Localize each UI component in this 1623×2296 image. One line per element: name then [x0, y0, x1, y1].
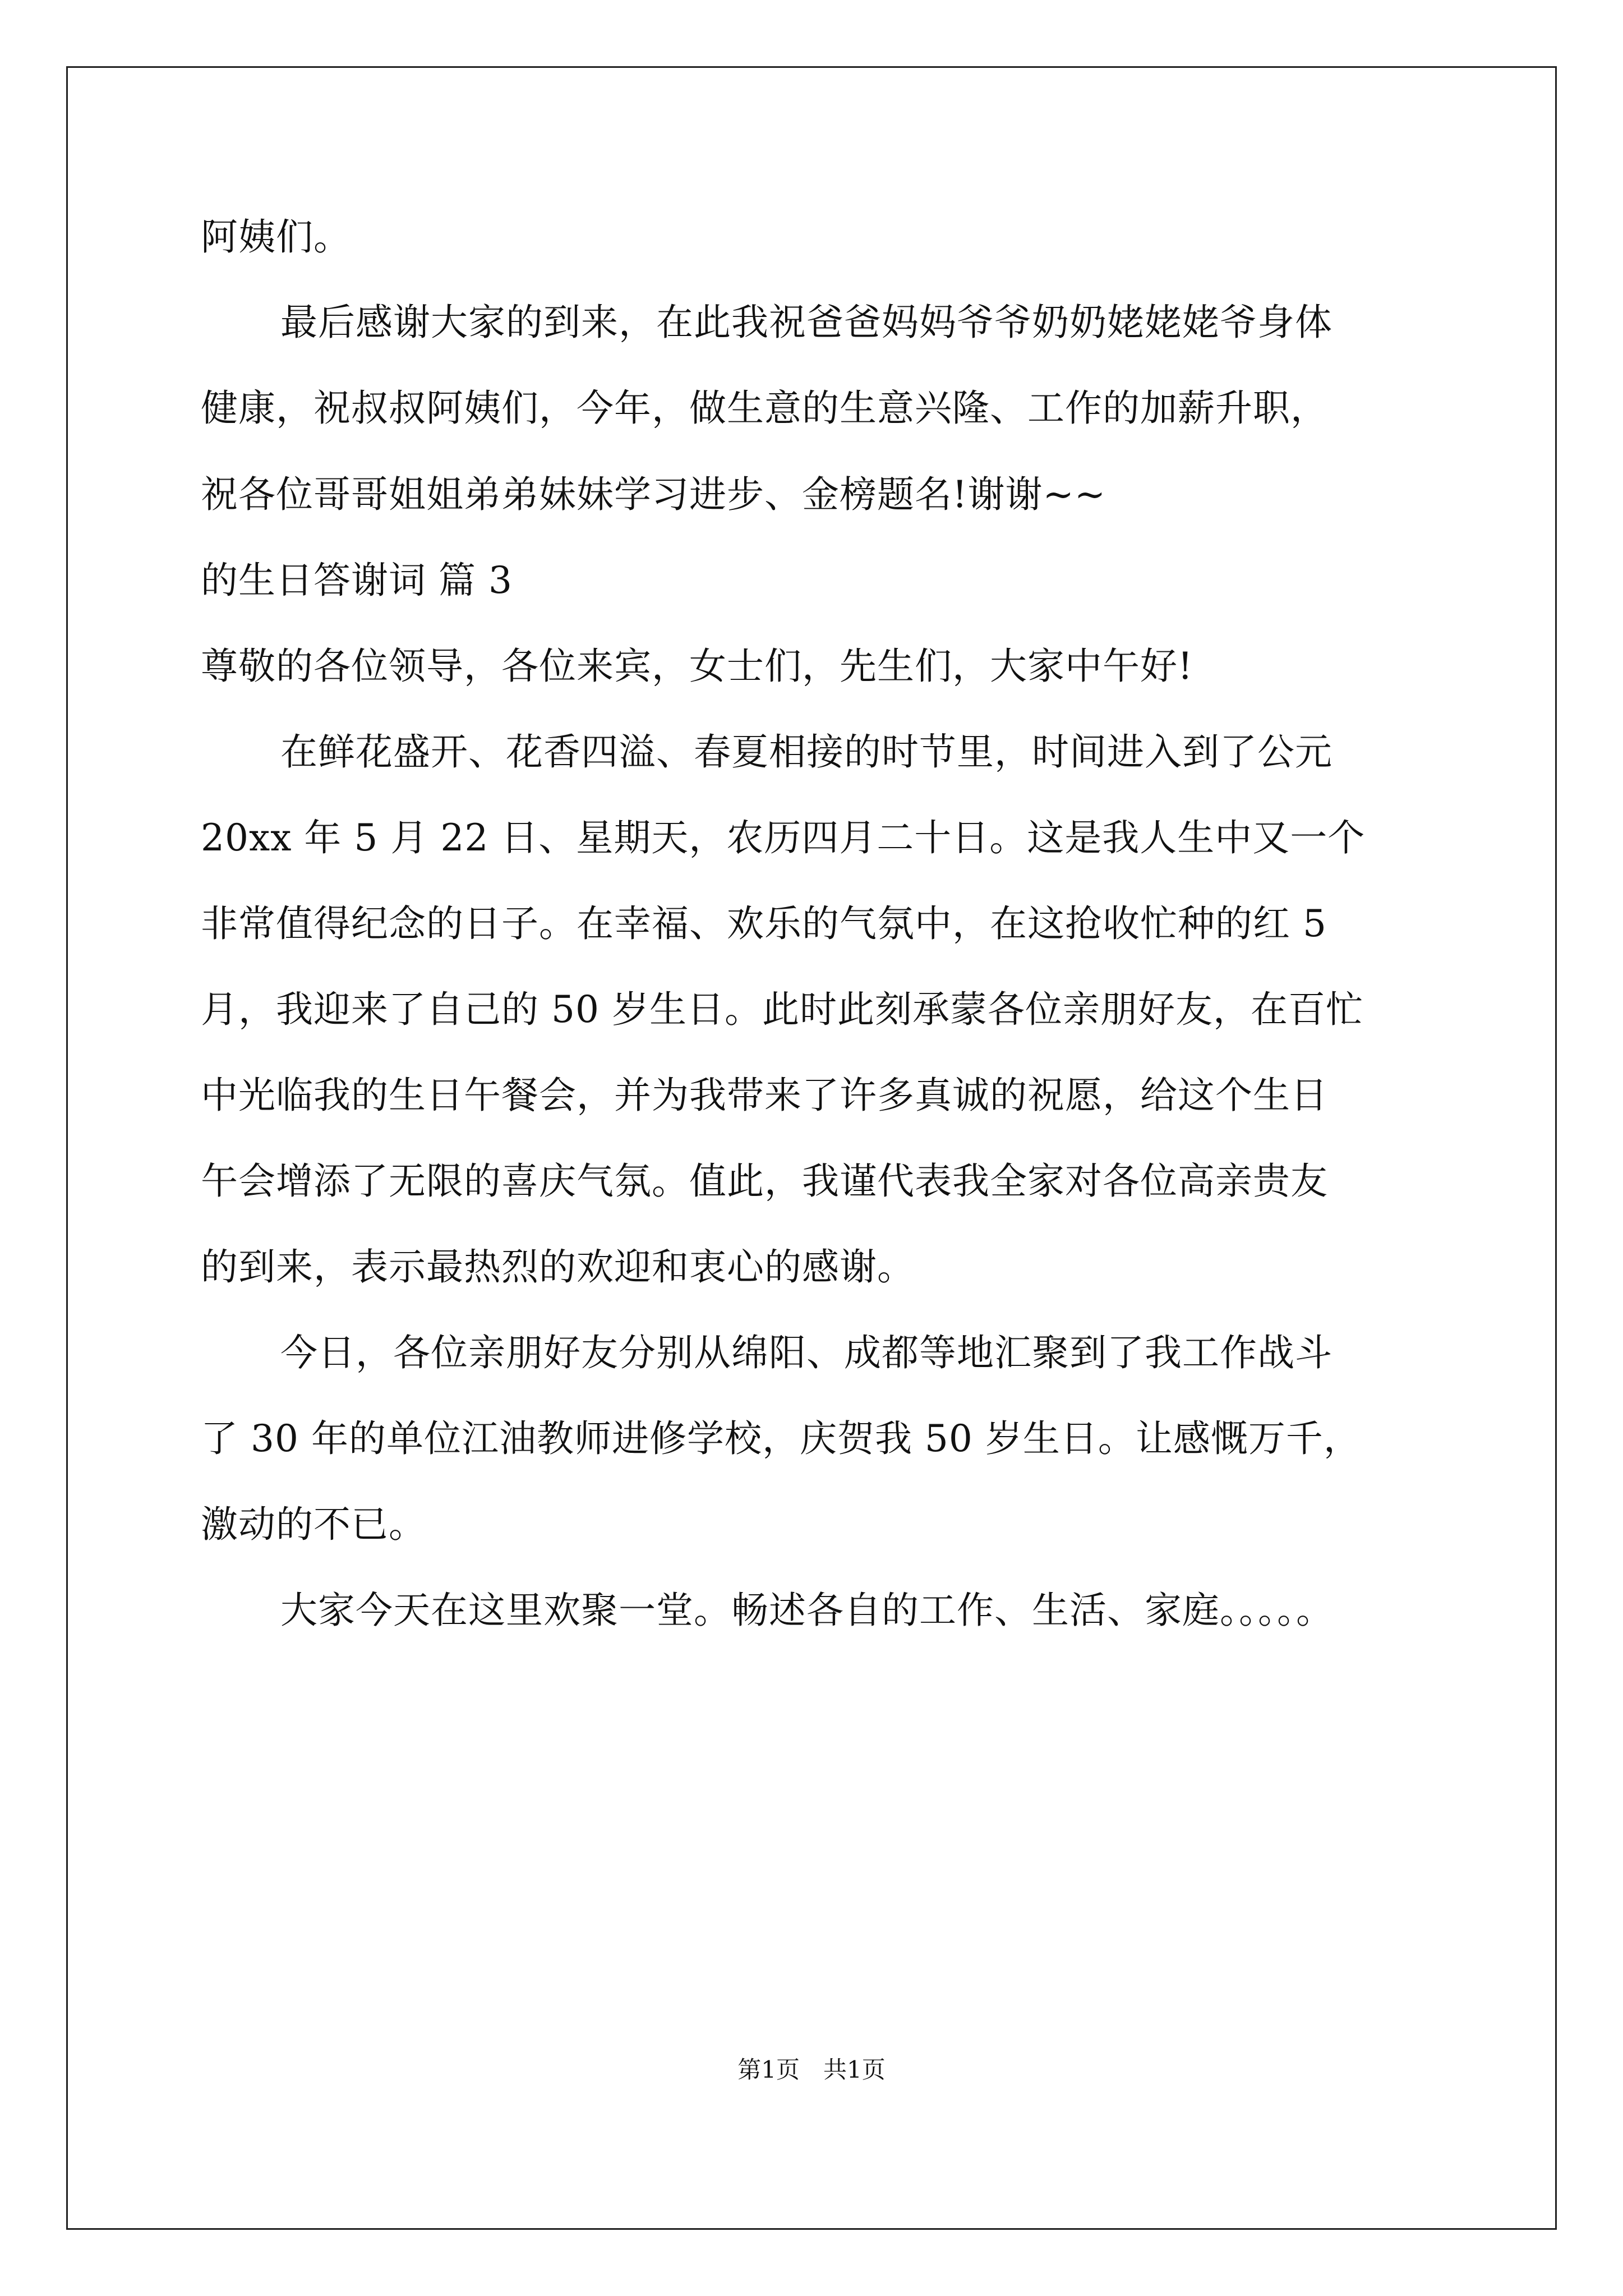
text-line: 祝各位哥哥姐姐弟弟妹妹学习进步、金榜题名!谢谢~~: [201, 473, 1106, 516]
text-line: 激动的不已。: [201, 1503, 426, 1546]
text-line: 阿姨们。: [201, 215, 351, 259]
salutation: 尊敬的各位领导，各位来宾，女士们，先生们，大家中午好!: [201, 645, 1193, 688]
text-line: 非常值得纪念的日子。在幸福、欢乐的气氛中，在这抢收忙种的红 5: [201, 902, 1327, 945]
text-line: 午会增添了无限的喜庆气氛。值此，我谨代表我全家对各位高亲贵友: [201, 1159, 1328, 1203]
text-line: 中光临我的生日午餐会，并为我带来了许多真诚的祝愿，给这个生日: [201, 1074, 1328, 1117]
paragraph-first-line: 大家今天在这里欢聚一堂。畅述各自的工作、生活、家庭。。。。。: [280, 1589, 1334, 1632]
paragraph-first-line: 在鲜花盛开、花香四溢、春夏相接的时节里，时间进入到了公元: [280, 730, 1332, 774]
text-line: 的到来，表示最热烈的欢迎和衷心的感谢。: [201, 1245, 915, 1289]
text-line: 20xx 年 5 月 22 日、星期天，农历四月二十日。这是我人生中又一个: [201, 816, 1366, 859]
text-line: 了 30 年的单位江油教师进修学校，庆贺我 50 岁生日。让感慨万千，: [201, 1417, 1361, 1460]
section-heading: 的生日答谢词 篇 3: [201, 559, 513, 602]
page-number-footer: 第1页 共1页: [737, 2056, 886, 2083]
text-line: 月，我迎来了自己的 50 岁生日。此时此刻承蒙各位亲朋好友，在百忙: [201, 988, 1363, 1031]
text-line: 健康，祝叔叔阿姨们，今年，做生意的生意兴隆、工作的加薪升职，: [201, 386, 1328, 430]
paragraph-first-line: 今日，各位亲朋好友分别从绵阳、成都等地汇聚到了我工作战斗: [280, 1331, 1332, 1374]
paragraph-first-line: 最后感谢大家的到来，在此我祝爸爸妈妈爷爷奶奶姥姥姥爷身体: [280, 301, 1332, 344]
